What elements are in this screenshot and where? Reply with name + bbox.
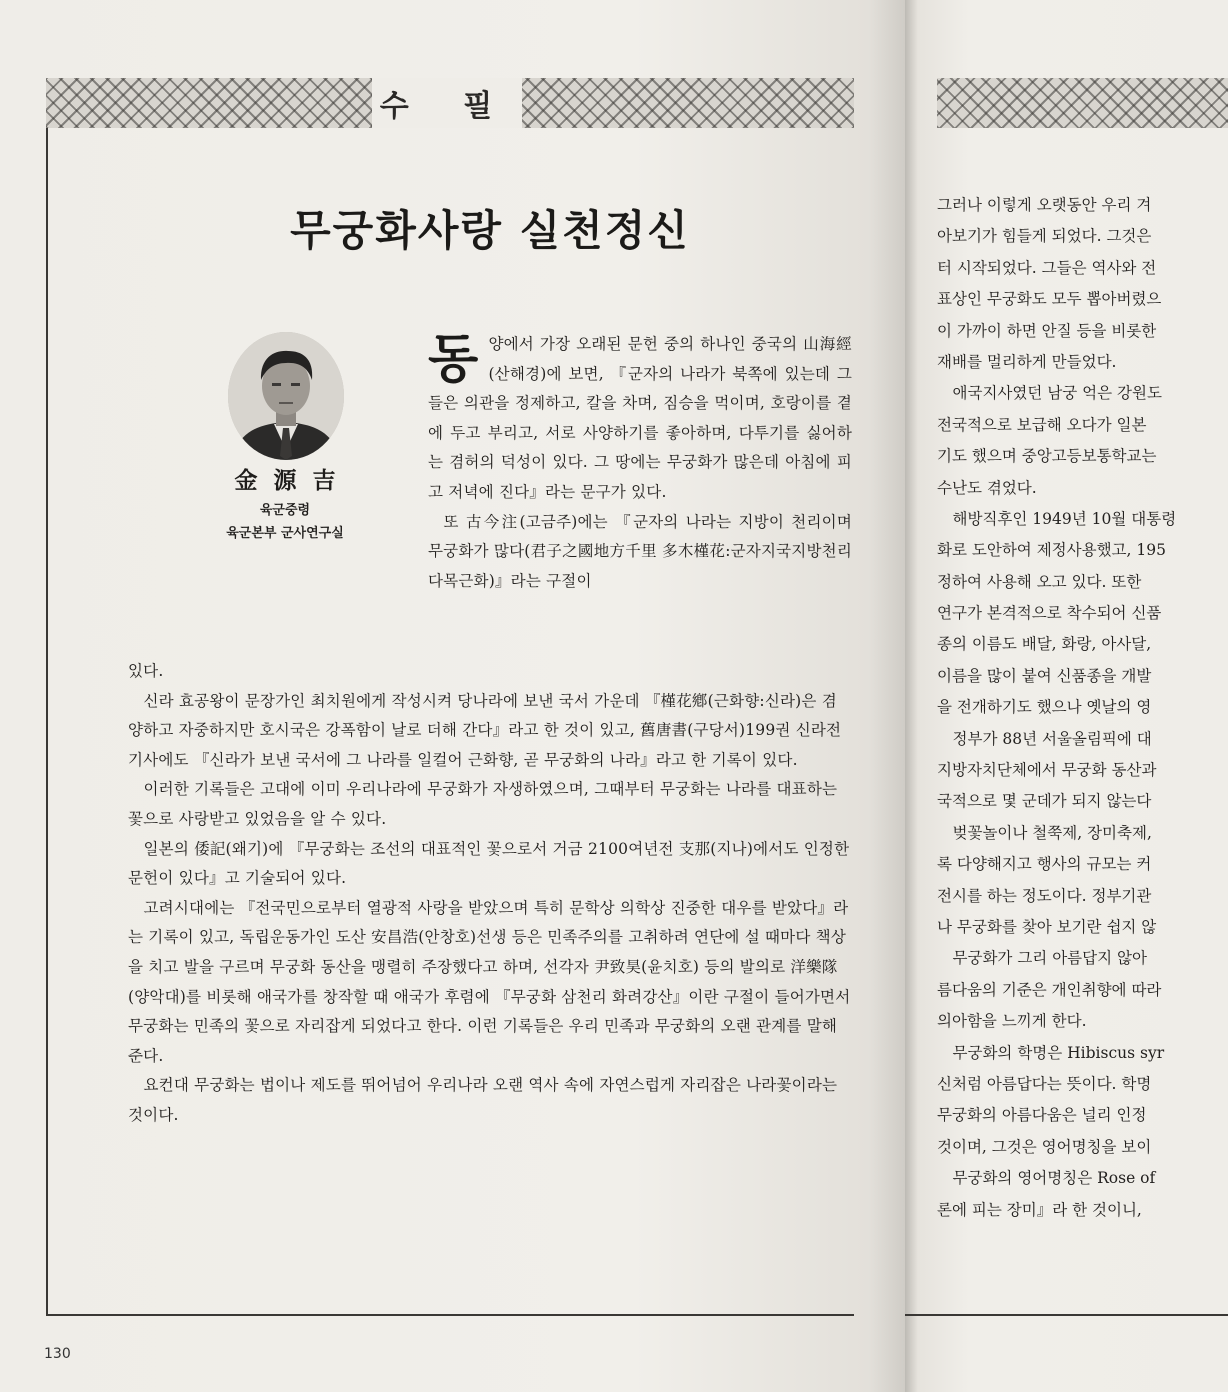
paragraph: 요컨대 무궁화는 법이나 제도를 뛰어넘어 우리나라 오랜 역사 속에 자연스럽게 자리잡은 나라꽃이라는 것이다.: [128, 1076, 838, 1124]
paragraph: 고려시대에는 『전국민으로부터 열광적 사랑을 받았으며 특히 문학상 의학상 진중한 대우를 받았다』라는 기록이 있고, 독립운동가인 도산 安昌浩(안창호)선생 등은 민족주의를 고취하려 연단에 설 때마다 책상을 치고 발을 구르며 무궁화 동산을 맹렬히 주장했다고 하며, 선각자 尹致昊(윤치호) 등의 발의로 洋樂隊(양악대)를 비롯해 애국가를 창작할 때 애국가 후렴에 『무궁화 삼천리 화려강산』이란 구절이 들어가면서 무궁화는 민족의 꽃으로 자리잡게 되었다고 한다. 이런 기록들은 우리 민족과 무궁화의 오랜 관계를 말해 준다.: [128, 898, 851, 1065]
frame-line-horizontal: [46, 1314, 854, 1316]
text-line: 수난도 겪었다.: [937, 478, 1037, 497]
text-line: 무궁화의 아름다움은 널리 인정: [937, 1106, 1147, 1125]
text-line: 전국적으로 보급해 오다가 일본: [937, 415, 1147, 434]
text-line: 지방자치단체에서 무궁화 동산과: [937, 761, 1157, 780]
drop-cap: 동: [428, 330, 479, 390]
text-line: 벚꽃놀이나 철쭉제, 장미축제,: [952, 823, 1152, 842]
text-line: 애국지사였던 남궁 억은 강원도: [952, 384, 1162, 403]
paragraph: 신라 효공왕이 문장가인 최치원에게 작성시켜 당나라에 보낸 국서 가운데 『槿花鄕(근화향:신라)은 겸양하고 자중하지만 호시국은 강폭함이 날로 더해 간다』라고 한 것이 있고, 舊唐書(구당서)199권 신라전 기사에도 『신라가 보낸 국서에 그 나라를 일컬어 근화향, 곧 무궁화의 나라』라고 한 기록이 있다.: [128, 691, 842, 769]
text-line: 터 시작되었다. 그들은 역사와 전: [937, 258, 1157, 277]
text-line: 이름을 많이 붙여 신품종을 개발: [937, 666, 1152, 685]
text-line: 록 다양해지고 행사의 규모는 커: [937, 855, 1152, 874]
frame-line-vertical: [46, 128, 48, 1316]
article-body: [128, 657, 852, 1131]
text-line: 신처럼 아름답다는 뜻이다. 학명: [937, 1074, 1152, 1093]
text-line: 연구가 본격적으로 착수되어 신품: [937, 604, 1162, 623]
text-line: 기도 했으며 중앙고등보통학교는: [937, 447, 1157, 466]
right-page: [905, 0, 1228, 1392]
text-line: 표상인 무궁화도 모두 뽑아버렸으: [937, 290, 1162, 309]
portrait-icon: [228, 332, 344, 460]
author-info: [180, 460, 390, 541]
text-line: 이 가까이 하면 안질 등을 비롯한: [937, 321, 1157, 340]
text-line: 무궁화의 학명은 Hibiscus syr: [952, 1043, 1165, 1062]
paragraph: 또 古今注(고금주)에는 『군자의 나라는 지방이 천리이며 무궁화가 많다(君子之國地方千里 多木槿花:군자지국지방천리 다목근화)』라는 구절이: [428, 512, 852, 590]
right-page-text: [937, 190, 1228, 1226]
text-line: 재배를 멀리하게 만들었다.: [937, 352, 1117, 371]
text-line: 정부가 88년 서울올림픽에 대: [952, 729, 1152, 748]
page-number: 130: [44, 1346, 71, 1362]
article-title: 무궁화사랑 실천정신: [290, 206, 690, 255]
author-rank: 육군중령: [259, 503, 311, 518]
author-name: 金源吉: [234, 468, 352, 494]
text-line: 전시를 하는 정도이다. 정부기관: [937, 886, 1152, 905]
text-line: 것이며, 그것은 영어명칭을 보이: [937, 1137, 1152, 1156]
paragraph: 있다.: [128, 662, 164, 680]
text-line: 정하여 사용해 오고 있다. 또한: [937, 572, 1142, 591]
text-line: 론에 피는 장미』라 한 것이니,: [937, 1200, 1142, 1219]
article-opening: [428, 330, 852, 596]
text-line: 종의 이름도 배달, 화랑, 아사달,: [937, 635, 1152, 654]
text-line: 아보기가 힘들게 되었다. 그것은: [937, 227, 1152, 246]
text-line: 그러나 이렇게 오랫동안 우리 겨: [937, 196, 1152, 214]
author-unit: 육군본부 군사연구실: [226, 526, 344, 541]
text-line: 해방직후인 1949년 10월 대통령: [952, 509, 1177, 528]
text-line: 나 무궁화를 찾아 보기란 쉽지 않: [937, 917, 1157, 936]
text-line: 무궁화의 영어명칭은 Rose of: [952, 1169, 1156, 1188]
author-portrait: [228, 332, 344, 460]
section-label: 수 필: [372, 78, 522, 128]
paragraph: 이러한 기록들은 고대에 이미 우리나라에 무궁화가 자생하였으며, 그때부터 무궁화는 나라를 대표하는 꽃으로 사랑받고 있었음을 알 수 있다.: [128, 780, 838, 828]
text-line: 름다움의 기준은 개인취향에 따라: [937, 980, 1162, 999]
text-line: 의아함을 느끼게 한다.: [937, 1012, 1087, 1031]
text-line: 국적으로 몇 군데가 되지 않는다: [937, 792, 1152, 811]
paragraph: 양에서 가장 오래된 문헌 중의 하나인 중국의 山海經(산해경)에 보면, 『군자의 나라가 북쪽에 있는데 그들은 의관을 정제하고, 칼을 차며, 짐승을 먹이며, 호랑이를 곁에 두고 부리고, 서로 사양하기를 좋아하며, 다투기를 싫어하는 겸허의 덕성이 있다. 그 땅에는 무궁화가 많은데 아침에 피고 저녁에 진다』라는 문구가 있다.: [428, 335, 852, 501]
paragraph: 일본의 倭記(왜기)에 『무궁화는 조선의 대표적인 꽃으로서 거금 2100여년전 支那(지나)에서도 인정한 문헌이 있다』고 기술되어 있다.: [128, 839, 850, 888]
decorative-header-band: [937, 78, 1228, 128]
text-line: 화로 도안하여 제정사용했고, 195: [937, 541, 1166, 560]
frame-line-horizontal: [905, 1314, 1228, 1316]
text-line: 을 전개하기도 했으나 옛날의 영: [937, 698, 1152, 717]
text-line: 무궁화가 그리 아름답지 않아: [952, 949, 1147, 968]
